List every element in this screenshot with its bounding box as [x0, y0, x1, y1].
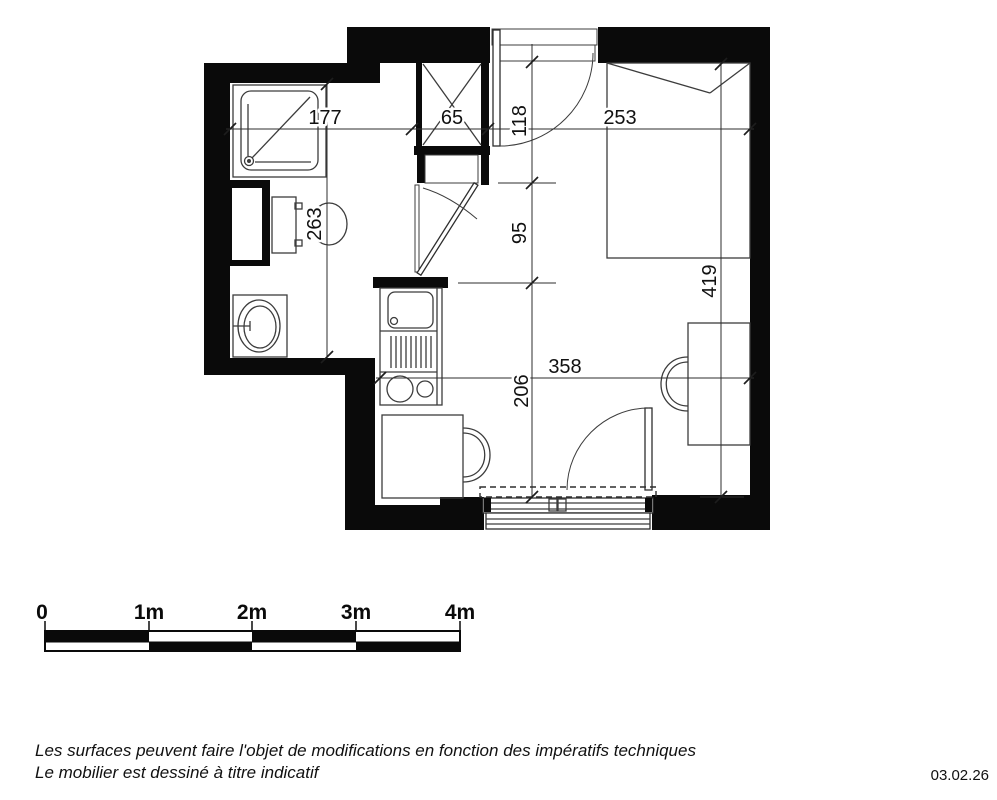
entry-threshold	[492, 29, 597, 61]
kitchen-table	[382, 415, 463, 498]
desk-chair	[661, 357, 688, 411]
walls	[204, 27, 770, 530]
duct-niche	[232, 188, 262, 260]
dim-entry-depth-label: 118	[509, 105, 531, 137]
wall-kitchen-top	[373, 277, 448, 288]
scale-label-2m: 2m	[236, 601, 268, 624]
kitchen-sink	[388, 292, 433, 328]
window-threshold-dashed	[480, 487, 656, 497]
dim-room-length-label: 419	[699, 264, 721, 298]
dim-closet-width-label: 65	[440, 107, 464, 129]
wall-closet-left	[416, 63, 422, 146]
desk	[688, 323, 750, 445]
wall-closet-right	[481, 63, 489, 185]
bed	[607, 63, 750, 258]
hall-partition	[415, 185, 419, 272]
wall-bottom-window-left	[440, 497, 484, 530]
shower	[233, 85, 326, 177]
dim-living-zone-width-label: 358	[548, 356, 582, 378]
scale-label-4m: 4m	[444, 601, 476, 624]
balcony-door	[567, 408, 652, 490]
kitchen-drainer	[391, 336, 431, 368]
wardrobe	[423, 64, 481, 145]
bathroom-door	[417, 183, 478, 275]
wall-niche-left	[417, 155, 425, 183]
window-sill	[486, 513, 650, 529]
scale-label-3m: 3m	[340, 601, 372, 624]
dim-hall-width-label: 95	[509, 221, 531, 245]
wall-top-left	[347, 27, 490, 63]
dimension-lines	[224, 44, 756, 503]
balcony-door-leaf	[645, 408, 652, 490]
kitchenette	[380, 288, 442, 405]
scale-bar	[36, 601, 475, 651]
wall-bottom-right	[652, 495, 770, 530]
date-label: 03.02.26	[930, 767, 989, 784]
wall-closet-bottom	[414, 146, 490, 155]
footnotes	[35, 741, 989, 784]
kitchen-chair	[463, 428, 490, 482]
window	[480, 487, 656, 529]
wall-lower-left	[345, 358, 375, 530]
wall-top-right	[598, 27, 770, 63]
dim-bathroom-length-label: 263	[304, 207, 326, 241]
scale-label-0: 0	[36, 601, 48, 624]
footnote-line2: Le mobilier est dessiné à titre indicatif	[35, 763, 319, 782]
wall-right	[750, 27, 770, 530]
dim-living-zone-length-label: 206	[511, 374, 533, 408]
burner-large-icon	[387, 376, 413, 402]
balcony-door-swing-arc	[567, 408, 649, 490]
wall-bottom-left	[345, 505, 445, 530]
footnote-line1: Les surfaces peuvent faire l'objet de modifications en fonction des impératifs techniques	[35, 741, 696, 760]
burner-small-icon	[417, 381, 433, 397]
wall-bathroom-top	[204, 63, 380, 83]
dim-bed-zone-width-label: 253	[603, 107, 637, 129]
bathroom-door-leaf	[417, 183, 478, 275]
scale-label-1m: 1m	[133, 601, 165, 624]
window-frame	[483, 498, 653, 513]
dim-bathroom-width-label: 177	[308, 107, 342, 129]
washbasin	[233, 295, 287, 357]
bed-sheet-fold	[607, 63, 710, 93]
